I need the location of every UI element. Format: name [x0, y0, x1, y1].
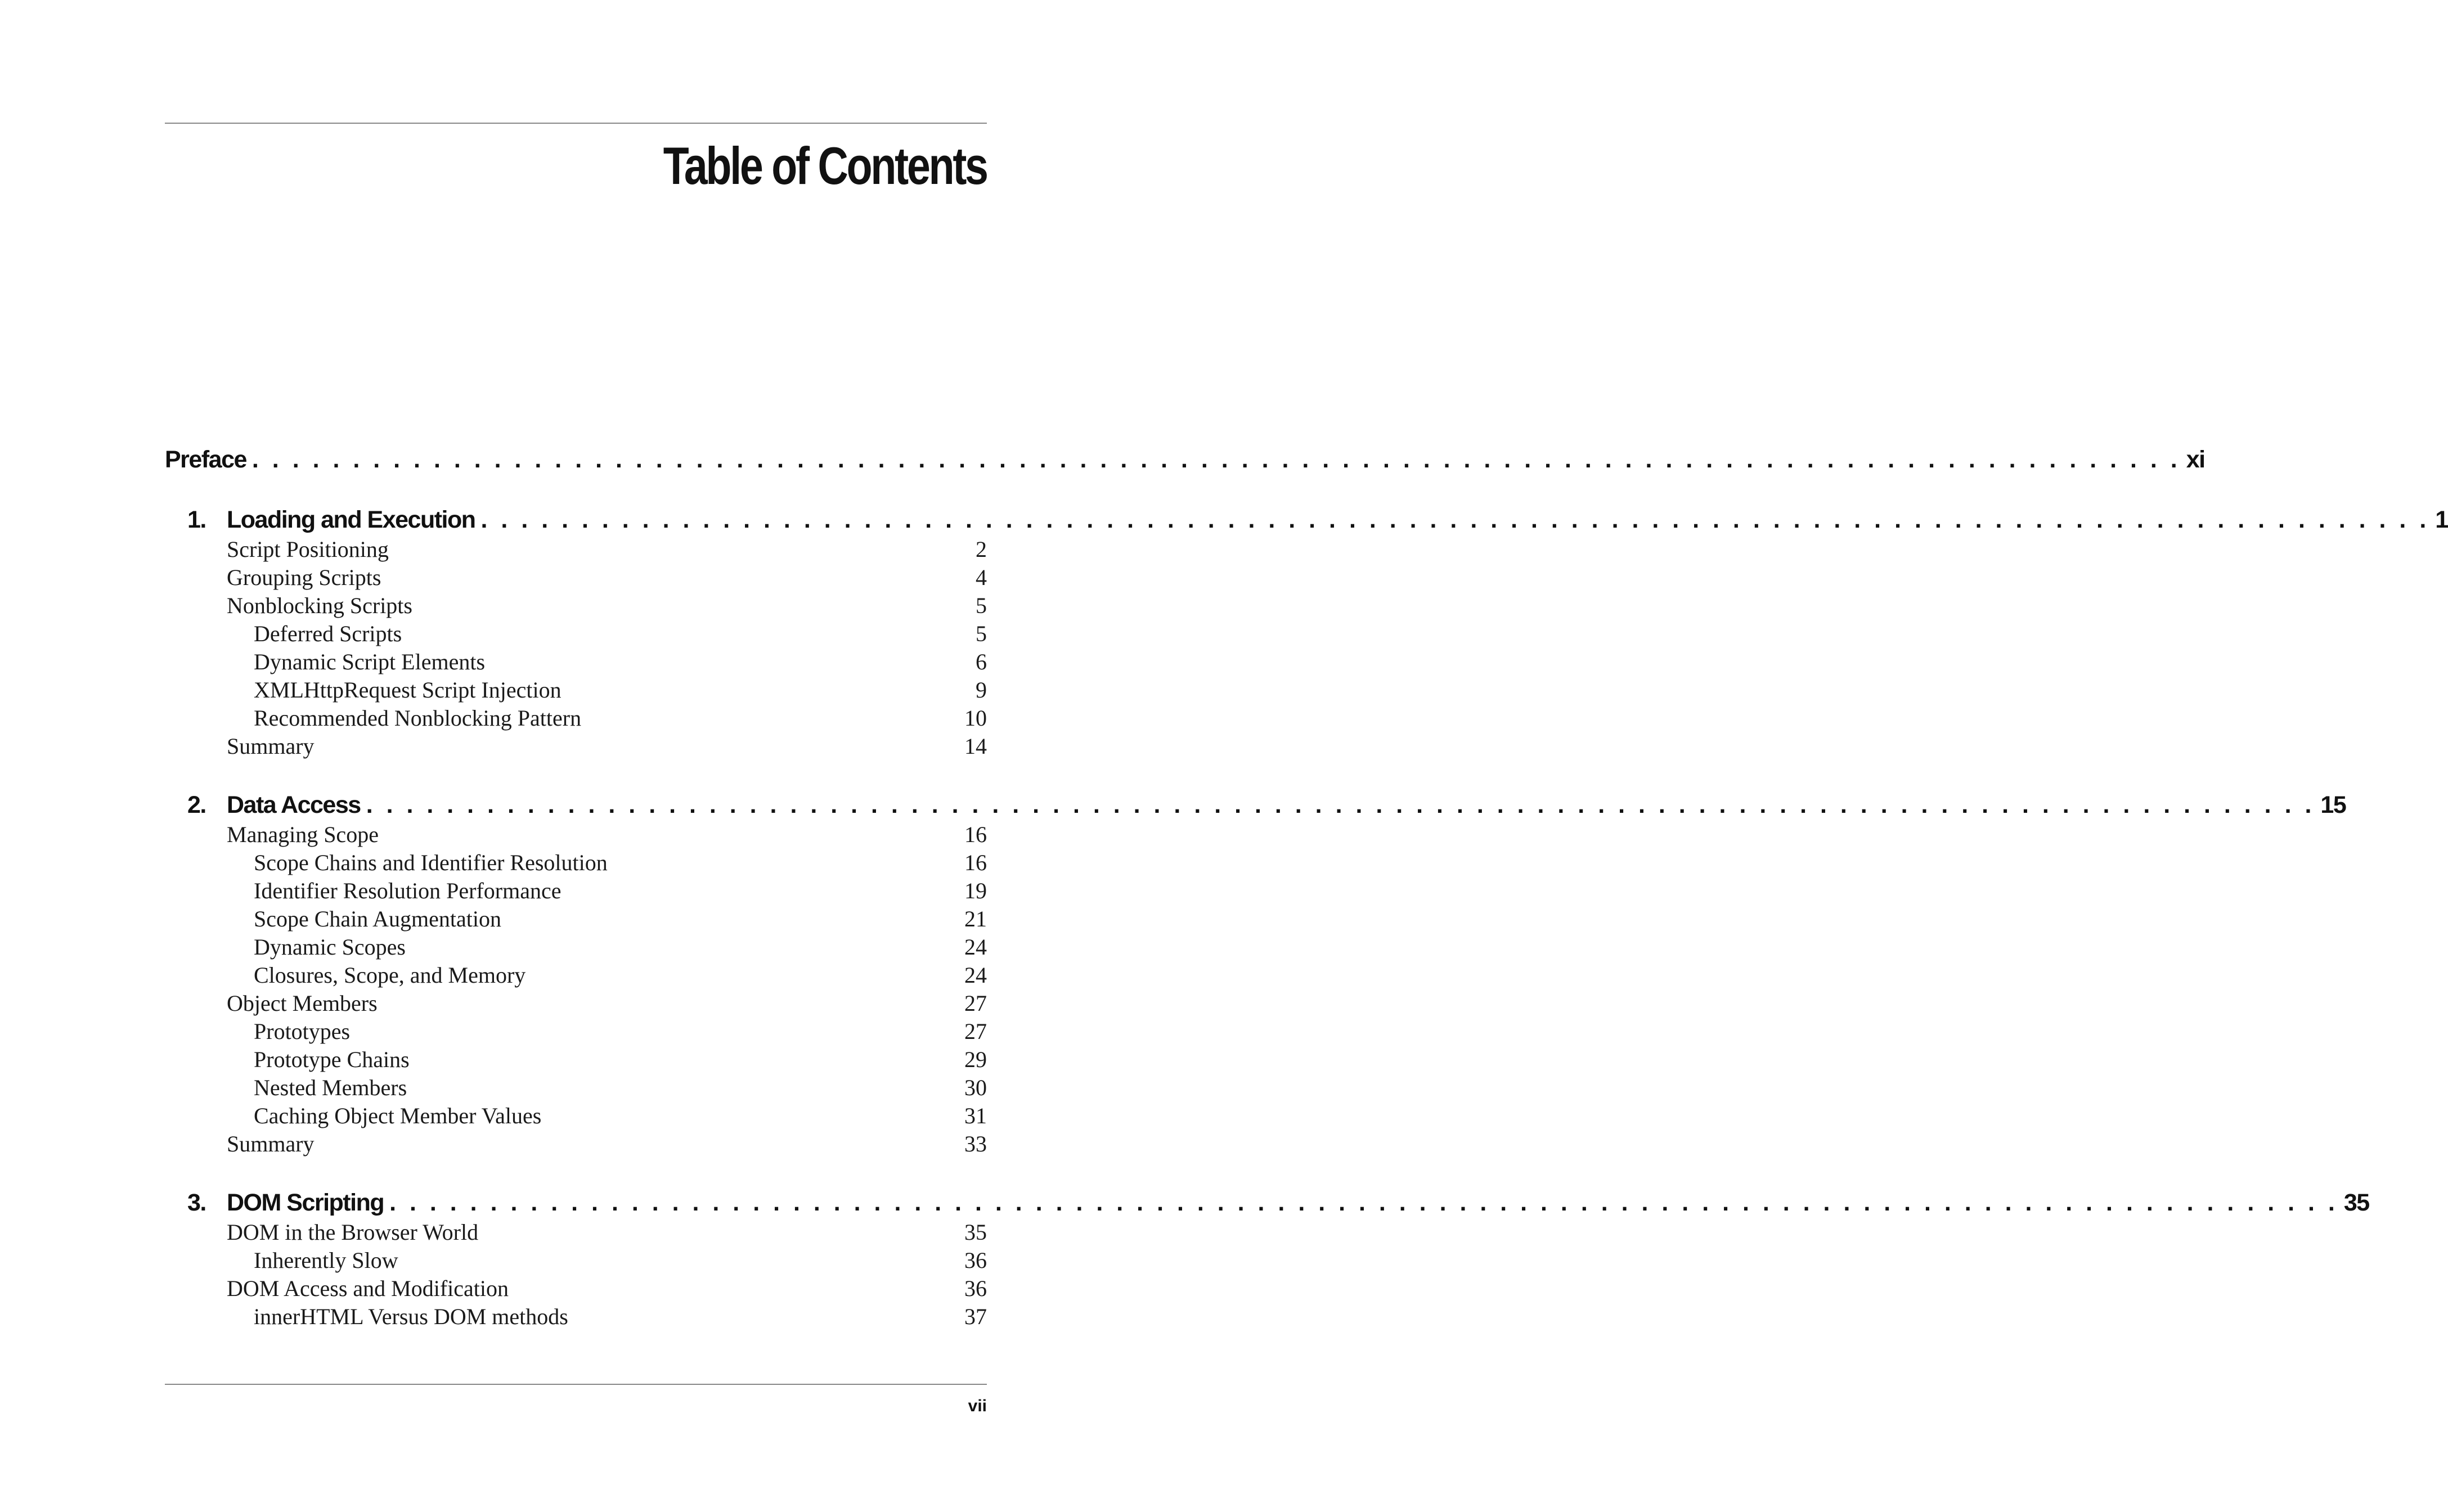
entry-title: Inherently Slow — [254, 1248, 398, 1273]
leader-dots: . . . . . . . . . . . . . . . . . . . . . . . . . . . . . . . . . . . . . . . . . . . . . . . . . . . . . . . . . . . . . . . . . . . . . . . . . . . . . . . . . . . . . . . . . . . . . . . . . — [389, 1189, 2338, 1216]
toc-subentry[interactable] — [165, 905, 987, 933]
toc-subentry[interactable] — [165, 1074, 987, 1102]
entry-page: 16 — [964, 822, 987, 847]
chapter-number: 2. — [187, 791, 206, 818]
entry-page: 33 — [964, 1131, 987, 1156]
entry-page: 27 — [964, 1019, 987, 1044]
entry-title: Caching Object Member Values — [254, 1103, 542, 1128]
chapter-page: 1 — [2435, 506, 2448, 533]
chapter-title: Data Access — [227, 791, 361, 818]
preface-page: xi — [2186, 446, 2205, 473]
toc-entry[interactable] — [165, 564, 987, 592]
toc-preface[interactable] — [165, 444, 2205, 475]
entry-title: Prototype Chains — [254, 1047, 410, 1072]
preface-title: Preface — [165, 446, 246, 473]
entry-title: DOM Access and Modification — [227, 1276, 509, 1301]
toc-entry[interactable] — [165, 821, 987, 849]
entry-title: Closures, Scope, and Memory — [254, 962, 526, 988]
toc-subentry[interactable] — [165, 877, 987, 905]
toc-subentry[interactable] — [165, 676, 987, 704]
toc-entry[interactable] — [165, 989, 987, 1018]
entry-title: Grouping Scripts — [227, 565, 381, 590]
toc-entry[interactable] — [165, 1130, 987, 1158]
toc-subentry[interactable] — [165, 1246, 987, 1275]
entry-page: 21 — [964, 906, 987, 932]
entry-page: 4 — [976, 565, 987, 590]
toc-chapter-2[interactable] — [165, 790, 2346, 821]
entry-page: 24 — [964, 934, 987, 960]
toc-entry[interactable] — [165, 592, 987, 620]
entry-page: 16 — [964, 850, 987, 875]
entry-page: 27 — [964, 991, 987, 1016]
entry-page: 5 — [976, 621, 987, 646]
chapter-page: 15 — [2320, 791, 2346, 818]
toc-chapter-1[interactable] — [165, 505, 2448, 536]
toc-entry[interactable] — [165, 732, 987, 760]
entry-page: 35 — [964, 1220, 987, 1245]
spacer — [165, 760, 987, 790]
page-number: vii — [968, 1397, 987, 1415]
entry-page: 30 — [964, 1075, 987, 1100]
toc-subentry[interactable] — [165, 1046, 987, 1074]
entry-page: 9 — [976, 677, 987, 703]
entry-title: Script Positioning — [227, 537, 389, 562]
chapter-page: 35 — [2343, 1189, 2369, 1216]
page-title: Table of Contents — [663, 136, 987, 195]
entry-title: Nonblocking Scripts — [227, 593, 412, 618]
entry-page: 36 — [964, 1248, 987, 1273]
chapter-number: 3. — [187, 1189, 206, 1216]
entry-page: 24 — [964, 962, 987, 988]
entry-page: 19 — [964, 878, 987, 903]
chapter-title: Loading and Execution — [227, 506, 475, 533]
entry-title: Nested Members — [254, 1075, 407, 1100]
toc-subentry[interactable] — [165, 620, 987, 648]
toc-entry[interactable] — [165, 1218, 987, 1246]
entry-title: Identifier Resolution Performance — [254, 878, 562, 903]
entry-title: Prototypes — [254, 1019, 351, 1044]
toc-subentry[interactable] — [165, 648, 987, 676]
entry-page: 29 — [964, 1047, 987, 1072]
entry-page: 2 — [976, 537, 987, 562]
toc-entry[interactable] — [165, 536, 987, 564]
spacer — [165, 475, 987, 505]
entry-page: 31 — [964, 1103, 987, 1128]
entry-page: 14 — [964, 734, 987, 759]
entry-title: Dynamic Scopes — [254, 934, 406, 960]
entry-title: Recommended Nonblocking Pattern — [254, 705, 582, 731]
entry-page: 6 — [976, 649, 987, 674]
toc-entry[interactable] — [165, 1275, 987, 1303]
entry-title: Deferred Scripts — [254, 621, 402, 646]
toc-subentry[interactable] — [165, 849, 987, 877]
entry-title: DOM in the Browser World — [227, 1220, 479, 1245]
entry-title: Managing Scope — [227, 822, 379, 847]
leader-dots: . . . . . . . . . . . . . . . . . . . . . . . . . . . . . . . . . . . . . . . . . . . . . . . . . . . . . . . . . . . . . . . . . . . . . . . . . . . . . . . . . . . . . . . . . . . . . . . . — [251, 446, 2181, 473]
toc-subentry[interactable] — [165, 1102, 987, 1130]
toc-subentry[interactable] — [165, 1303, 987, 1331]
entry-page: 10 — [964, 705, 987, 731]
top-rule — [165, 123, 987, 124]
entry-page: 37 — [964, 1304, 987, 1329]
bottom-rule — [165, 1384, 987, 1385]
table-of-contents — [165, 444, 2448, 1331]
entry-title: innerHTML Versus DOM methods — [254, 1304, 568, 1329]
entry-title: Summary — [227, 734, 315, 759]
entry-page: 36 — [964, 1276, 987, 1301]
entry-title: Dynamic Script Elements — [254, 649, 486, 674]
toc-subentry[interactable] — [165, 704, 987, 732]
leader-dots: . . . . . . . . . . . . . . . . . . . . . . . . . . . . . . . . . . . . . . . . . . . . . . . . . . . . . . . . . . . . . . . . . . . . . . . . . . . . . . . . . . . . . . . . . . . . . . . . . — [366, 791, 2315, 818]
spacer — [165, 1158, 987, 1187]
chapter-number: 1. — [187, 506, 206, 533]
entry-title: Scope Chains and Identifier Resolution — [254, 850, 608, 875]
entry-title: Summary — [227, 1131, 315, 1156]
toc-chapter-3[interactable] — [165, 1187, 2369, 1218]
toc-subentry[interactable] — [165, 1018, 987, 1046]
entry-page: 5 — [976, 593, 987, 618]
toc-subentry[interactable] — [165, 961, 987, 989]
entry-title: XMLHttpRequest Script Injection — [254, 677, 562, 703]
leader-dots: . . . . . . . . . . . . . . . . . . . . . . . . . . . . . . . . . . . . . . . . . . . . . . . . . . . . . . . . . . . . . . . . . . . . . . . . . . . . . . . . . . . . . . . . . . . . . . . . . — [480, 506, 2430, 533]
chapter-title: DOM Scripting — [227, 1189, 384, 1216]
toc-subentry[interactable] — [165, 933, 987, 961]
entry-title: Object Members — [227, 991, 378, 1016]
entry-title: Scope Chain Augmentation — [254, 906, 501, 932]
